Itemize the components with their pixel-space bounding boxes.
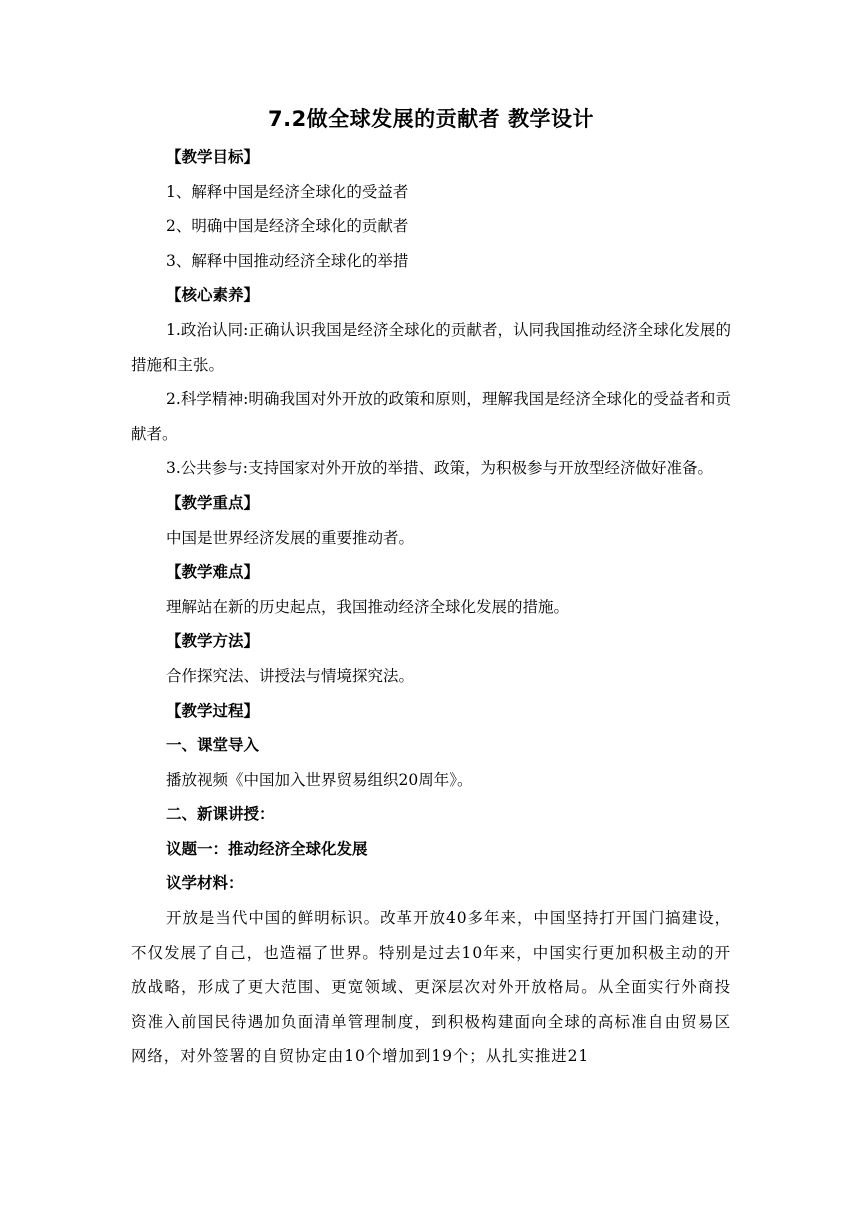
key-point-text: 中国是世界经济发展的重要推动者。 (166, 528, 415, 547)
key-point-heading: 【教学重点】 (166, 493, 260, 512)
difficulty-heading: 【教学难点】 (166, 563, 260, 582)
objectives-heading: 【教学目标】 (166, 148, 260, 166)
document-title: 7.2做全球发展的贡献者 教学设计 (267, 107, 594, 131)
literacy-item-3: 3.公共参与:支持国家对外开放的举措、政策，为积极参与开放型经济做好准备。 (166, 459, 714, 478)
difficulty-text: 理解站在新的历史起点，我国推动经济全球化发展的措施。 (166, 597, 570, 616)
method-text: 合作探究法、讲授法与情境探究法。 (166, 666, 415, 685)
literacy-item-1: 1.政治认同:正确认识我国是经济全球化的贡献者，认同我国推动经济全球化发展的措施和主张。 (131, 320, 731, 374)
objective-item-3: 3、解释中国推动经济全球化的举措 (166, 251, 409, 270)
topic-heading: 议题一：推动经济全球化发展 (166, 839, 368, 858)
material-text: 开放是当代中国的鲜明标识。改革开放40多年来，中国坚持打开国门搞建设，不仅发展了自己，也造福了世界。特别是过去10年来，中国实行更加积极主动的开放战略，形成了更大范围、更宽领域、更深层次对外开放格局。从全面实行外商投资准入前国民待遇加负面清单管理制度，到积极构建面向全球的高标准自由贸易区网络，对外签署的自贸协定由10个增加到19个；从扎实推进21 (131, 909, 731, 1066)
objective-item-2: 2、明确中国是经济全球化的贡献者 (166, 217, 409, 236)
literacy-item-2: 2.科学精神:明确我国对外开放的政策和原则，理解我国是经济全球化的受益者和贡献者。 (131, 390, 731, 443)
process-heading: 【教学过程】 (166, 701, 260, 720)
intro-text: 播放视频《中国加入世界贸易组织20周年》。 (166, 770, 473, 789)
literacy-heading: 【核心素养】 (166, 286, 260, 305)
method-heading: 【教学方法】 (166, 632, 260, 651)
new-lesson-heading: 二、新课讲授： (166, 805, 275, 824)
intro-heading: 一、课堂导入 (166, 736, 260, 755)
material-heading: 议学材料： (166, 874, 244, 893)
document-body (131, 102, 731, 1074)
objective-item-1: 1、解释中国是经济全球化的受益者 (166, 182, 409, 201)
